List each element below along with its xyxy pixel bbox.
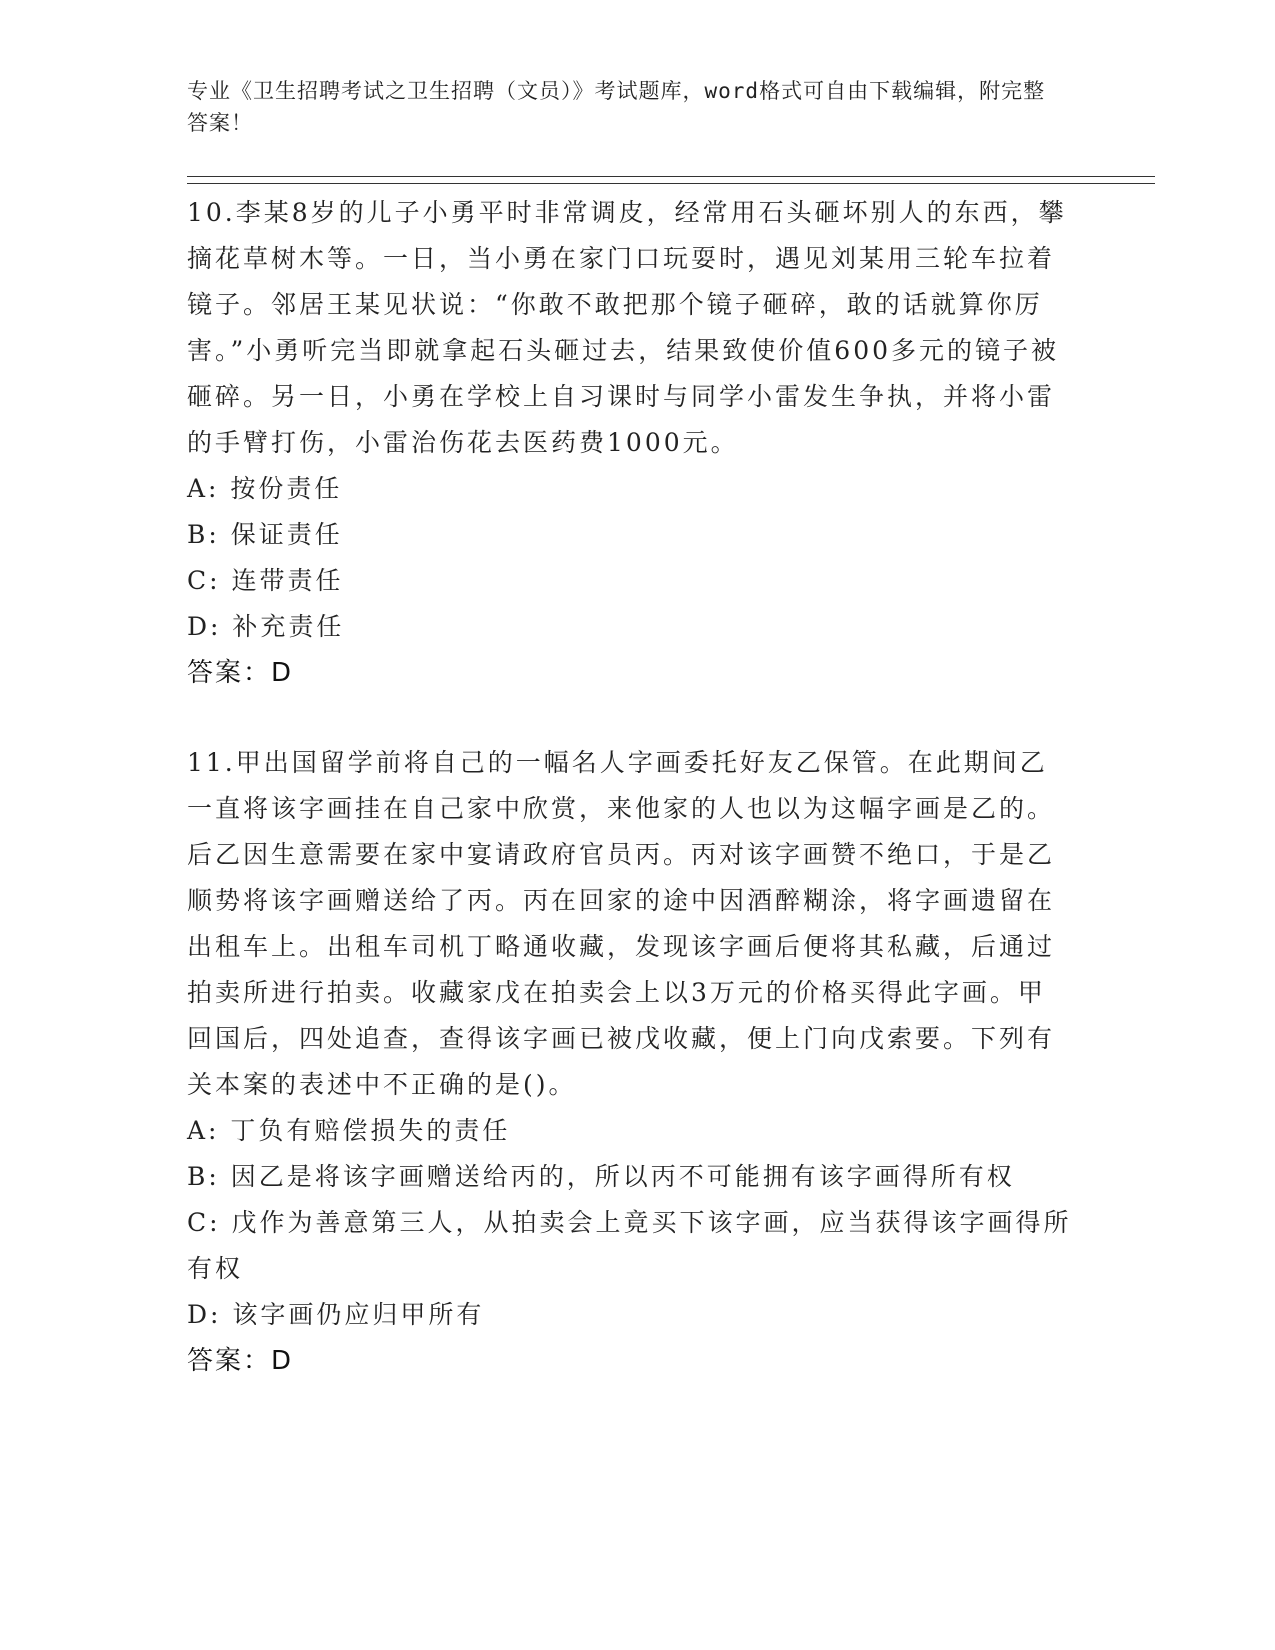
option-a: A: 按份责任 xyxy=(187,474,343,503)
answer-line: 答案：D xyxy=(187,1346,294,1376)
question-list xyxy=(187,190,1072,1384)
option-c: C: 戊作为善意第三人，从拍卖会上竟买下该字画，应当获得该字画得所有权 xyxy=(187,1208,1072,1283)
page-header: 专业《卫生招聘考试之卫生招聘（文员）》考试题库，word格式可自由下载编辑，附完整答案！ xyxy=(187,79,1046,135)
question-block xyxy=(187,190,1072,696)
question-spacer xyxy=(187,696,1072,740)
option-d: D: 补充责任 xyxy=(187,612,345,641)
question-block xyxy=(187,740,1072,1384)
question-text: 10.李某8岁的儿子小勇平时非常调皮，经常用石头砸坏别人的东西，攀摘花草树木等。一日，当小勇在家门口玩耍时，遇见刘某用三轮车拉着镜子。邻居王某见状说：“你敢不敢把那个镜子砸碎，敢的话就算你厉害。”小勇听完当即就拿起石头砸过去，结果致使价值600多元的镜子被砸碎。另一日，小勇在学校上自习课时与同学小雷发生争执，并将小雷的手臂打伤，小雷治伤花去医药费1000元。 xyxy=(187,198,1067,457)
header-rule-bottom xyxy=(187,183,1155,184)
option-b: B: 保证责任 xyxy=(187,520,343,549)
option-a: A: 丁负有赔偿损失的责任 xyxy=(187,1116,511,1145)
option-d: D: 该字画仍应归甲所有 xyxy=(187,1300,485,1329)
question-text: 11.甲出国留学前将自己的一幅名人字画委托好友乙保管。在此期间乙一直将该字画挂在自己家中欣赏，来他家的人也以为这幅字画是乙的。后乙因生意需要在家中宴请政府官员丙。丙对该字画赞不绝口，于是乙顺势将该字画赠送给了丙。丙在回家的途中因酒醉糊涂，将字画遗留在出租车上。出租车司机丁略通收藏，发现该字画后便将其私藏，后通过拍卖所进行拍卖。收藏家戊在拍卖会上以3万元的价格买得此字画。甲回国后，四处追查，查得该字画已被戊收藏，便上门向戊索要。下列有关本案的表述中不正确的是()。 xyxy=(187,748,1056,1099)
header-rule-top xyxy=(187,176,1155,177)
option-c: C: 连带责任 xyxy=(187,566,344,595)
answer-line: 答案：D xyxy=(187,658,294,688)
option-b: B: 因乙是将该字画赠送给丙的，所以丙不可能拥有该字画得所有权 xyxy=(187,1162,1015,1191)
